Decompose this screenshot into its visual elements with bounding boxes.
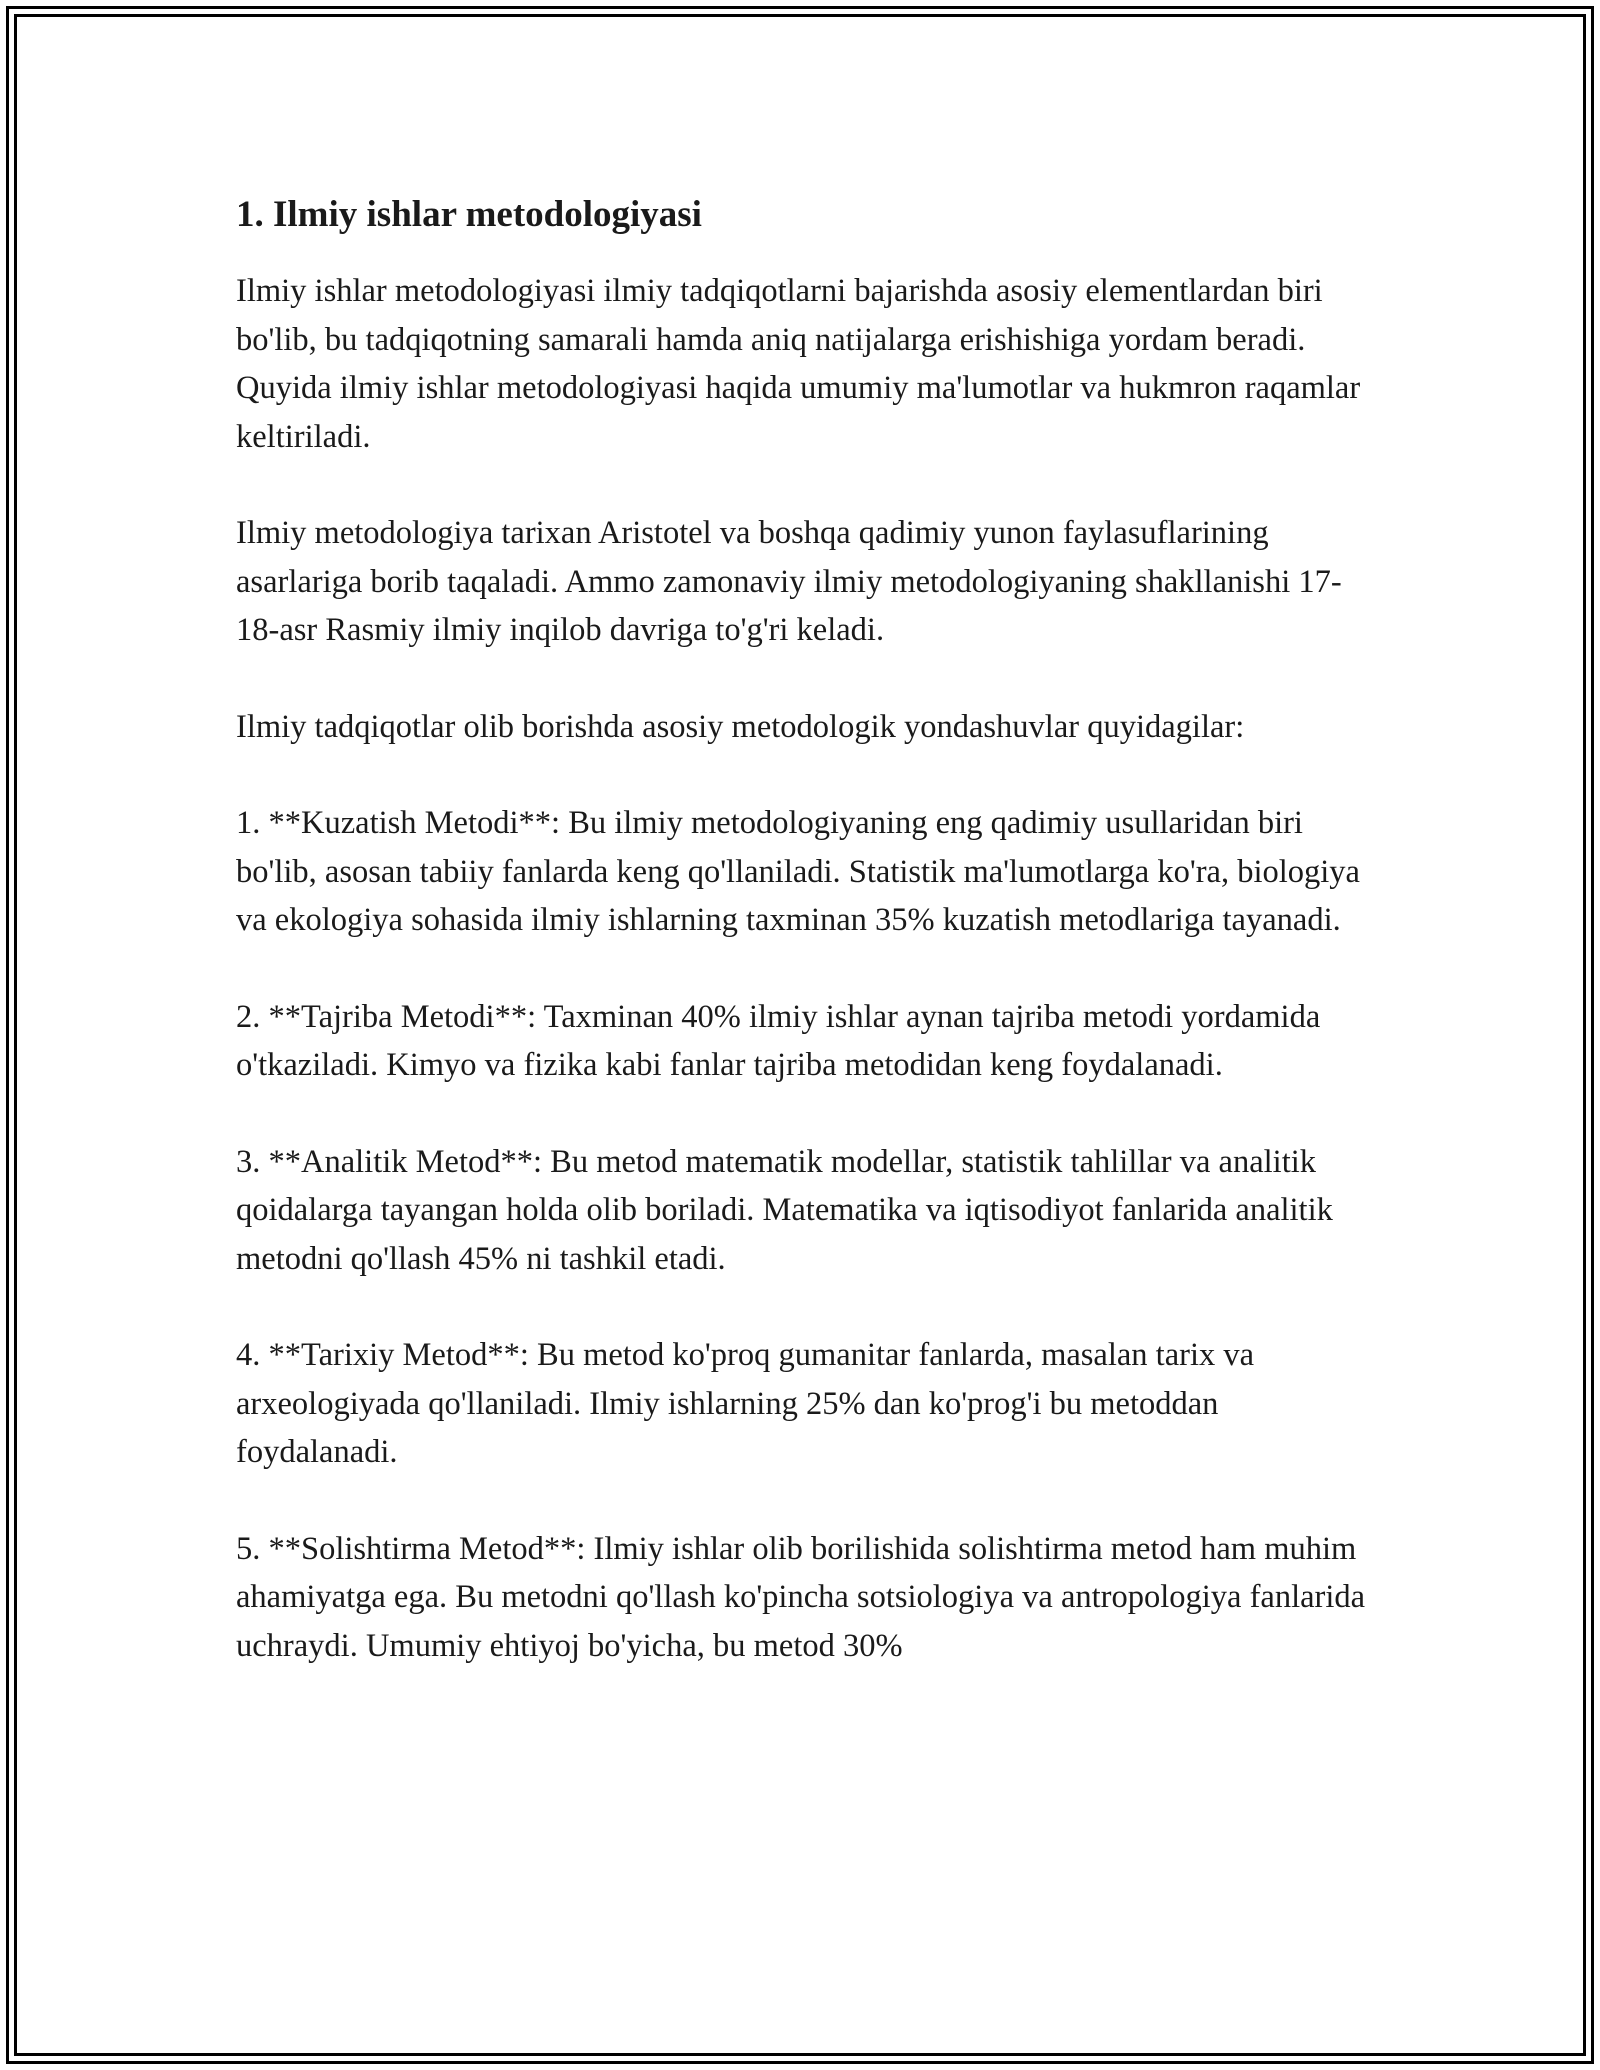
paragraph-method-observation: 1. **Kuzatish Metodi**: Bu ilmiy metodologiyaning eng qadimiy usullaridan biri bo'lib, asosan tabiiy fanlarda keng qo'llaniladi. Statistik ma'lumotlarga ko'ra, biologiya va ekologiya sohasida ilmiy ishlarning taxminan 35% kuzatish metodlariga tayanadi. bbox=[236, 805, 1360, 938]
paragraph-history: Ilmiy metodologiya tarixan Aristotel va boshqa qadimiy yunon faylasuflarining asarlariga borib taqaladi. Ammo zamonaviy ilmiy metodologiyaning shakllanishi 17-18-asr Rasmiy ilmiy inqilob davriga to'g'ri keladi. bbox=[236, 515, 1342, 648]
paragraph-intro: Ilmiy ishlar metodologiyasi ilmiy tadqiqotlarni bajarishda asosiy elementlardan biri bo'lib, bu tadqiqotning samarali hamda aniq natijalarga erishishiga yordam beradi. Quyida ilmiy ishlar metodologiyasi haqida umumiy ma'lumotlar va hukmron raqamlar keltiriladi. bbox=[236, 273, 1361, 455]
paragraph-method-comparative: 5. **Solishtirma Metod**: Ilmiy ishlar olib borilishida solishtirma metod ham muhim ahamiyatga ega. Bu metodni qo'llash ko'pincha sotsiologiya va antropologiya fanlarida uchraydi. Umumiy ehtiyoj bo'yicha, bu metod 30% bbox=[236, 1530, 1366, 1664]
paragraph-approaches-intro: Ilmiy tadqiqotlar olib borishda asosiy metodologik yondashuvlar quyidagilar: bbox=[236, 708, 1245, 745]
paragraph-method-experiment: 2. **Tajriba Metodi**: Taxminan 40% ilmiy ishlar aynan tajriba metodi yordamida o'tkaziladi. Kimyo va fizika kabi fanlar tajriba metodidan keng foydalanadi. bbox=[236, 998, 1321, 1083]
document-body bbox=[236, 185, 1366, 1718]
paragraph-method-analytic: 3. **Analitik Metod**: Bu metod matematik modellar, statistik tahlillar va analitik qoidalarga tayangan holda olib boriladi. Matematika va iqtisodiyot fanlarida analitik metodni qo'llash 45% ni tashkil etadi. bbox=[236, 1143, 1333, 1277]
document-title: 1. Ilmiy ishlar metodologiyasi bbox=[236, 194, 702, 235]
paragraph-method-historical: 4. **Tarixiy Metod**: Bu metod ko'proq gumanitar fanlarda, masalan tarix va arxeologiyada qo'llaniladi. Ilmiy ishlarning 25% dan ko'prog'i bu metoddan foydalanadi. bbox=[236, 1337, 1255, 1470]
